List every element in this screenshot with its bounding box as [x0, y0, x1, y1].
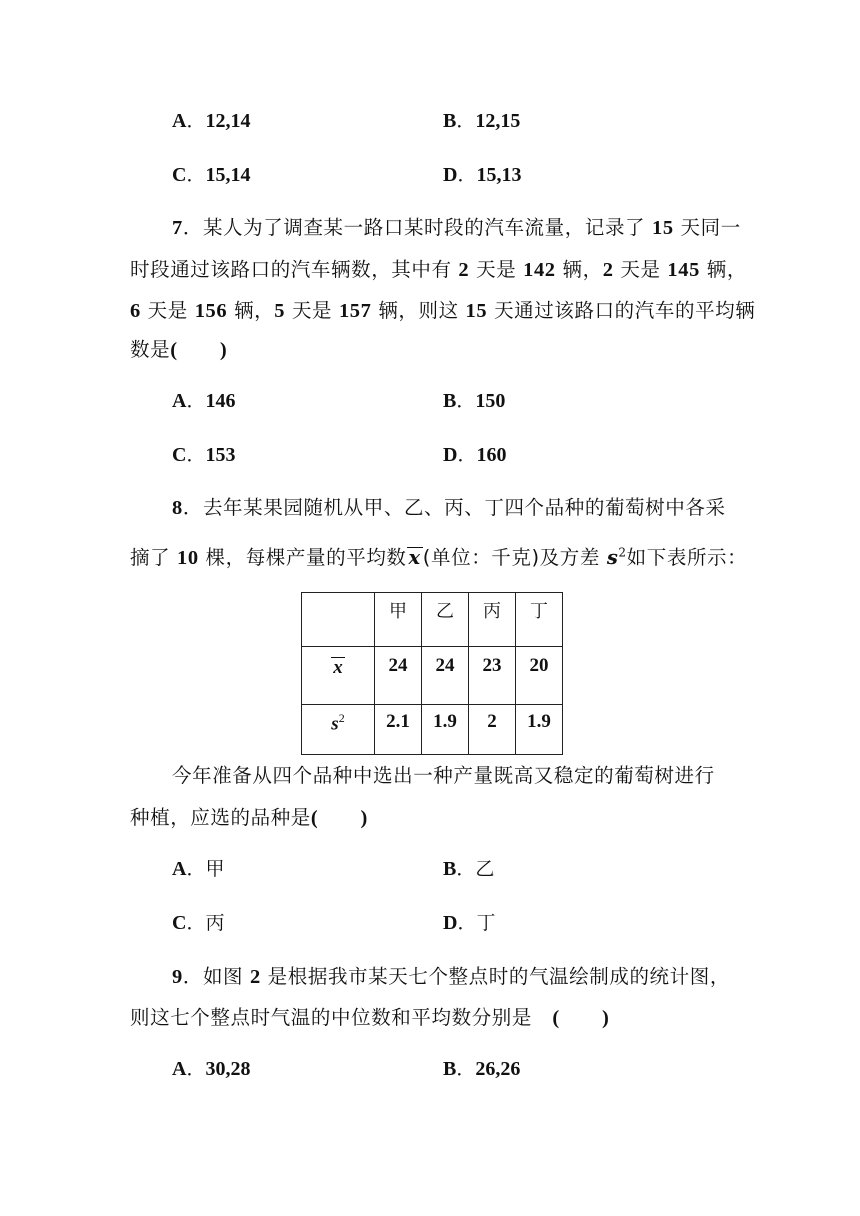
q8-option-d: D．丁 — [443, 912, 496, 934]
q8-line-4: 种植，应选的品种是( ) — [130, 806, 368, 829]
table-header-cell: 甲 — [375, 593, 422, 647]
q8-line-2: 摘了 10 棵，每棵产量的平均数 x (单位：千克)及方差 $s^2$如下表所示： — [130, 545, 748, 569]
q8-option-a: A．甲 — [172, 858, 225, 880]
q6-option-c: C．15,14 — [172, 164, 251, 186]
table-cell: 20 — [516, 647, 563, 705]
table-row — [302, 647, 563, 705]
q7-option-a: A．146 — [172, 390, 236, 412]
q9-option-b: B．26,26 — [443, 1058, 521, 1080]
table-cell: 24 — [375, 647, 422, 705]
q8-line-3: 今年准备从四个品种中选出一种产量既高又稳定的葡萄树进行 — [172, 764, 715, 787]
q8-line-1: 8．去年某果园随机从甲、乙、丙、丁四个品种的葡萄树中各采 — [172, 496, 726, 519]
q9-option-a: A．30,28 — [172, 1058, 251, 1080]
q7-option-d: D．160 — [443, 444, 507, 466]
q6-option-a: A．12,14 — [172, 110, 251, 132]
yield-statistics-table — [301, 592, 563, 755]
q8-option-b: B．乙 — [443, 858, 495, 880]
table-header-row — [302, 593, 563, 647]
q7-line-4: 数是( ) — [130, 338, 228, 361]
table-corner-cell — [302, 593, 375, 647]
row-label-mean: x — [302, 647, 375, 705]
table-cell: 2.1 — [375, 705, 422, 755]
q7-line-1: 7．某人为了调查某一路口某时段的汽车流量，记录了 15 天同一 — [172, 216, 741, 239]
table-row — [302, 705, 563, 755]
table-cell: 24 — [422, 647, 469, 705]
table-header-cell: 丁 — [516, 593, 563, 647]
table-cell: 1.9 — [516, 705, 563, 755]
q7-line-2: 时段通过该路口的汽车辆数，其中有 2 天是 142 辆，2 天是 145 辆， — [130, 258, 747, 281]
q8-option-c: C．丙 — [172, 912, 225, 934]
q6-option-b: B．12,15 — [443, 110, 521, 132]
table-cell: 23 — [469, 647, 516, 705]
row-label-variance: $s^2$ — [302, 705, 375, 755]
mean-symbol: x — [408, 546, 421, 569]
q7-option-b: B．150 — [443, 390, 506, 412]
q9-line-1: 9．如图 2 是根据我市某天七个整点时的气温绘制成的统计图， — [172, 965, 730, 988]
q7-option-c: C．153 — [172, 444, 236, 466]
table-header-cell: 丙 — [469, 593, 516, 647]
variance-symbol: s — [606, 546, 619, 569]
q6-option-d: D．15,13 — [443, 164, 522, 186]
q7-line-3: 6 天是 156 辆，5 天是 157 辆，则这 15 天通过该路口的汽车的平均辆 — [130, 299, 756, 322]
table-cell: 2 — [469, 705, 516, 755]
q9-line-2: 则这七个整点时气温的中位数和平均数分别是 ( ) — [130, 1006, 610, 1029]
table-header-cell: 乙 — [422, 593, 469, 647]
table-cell: 1.9 — [422, 705, 469, 755]
